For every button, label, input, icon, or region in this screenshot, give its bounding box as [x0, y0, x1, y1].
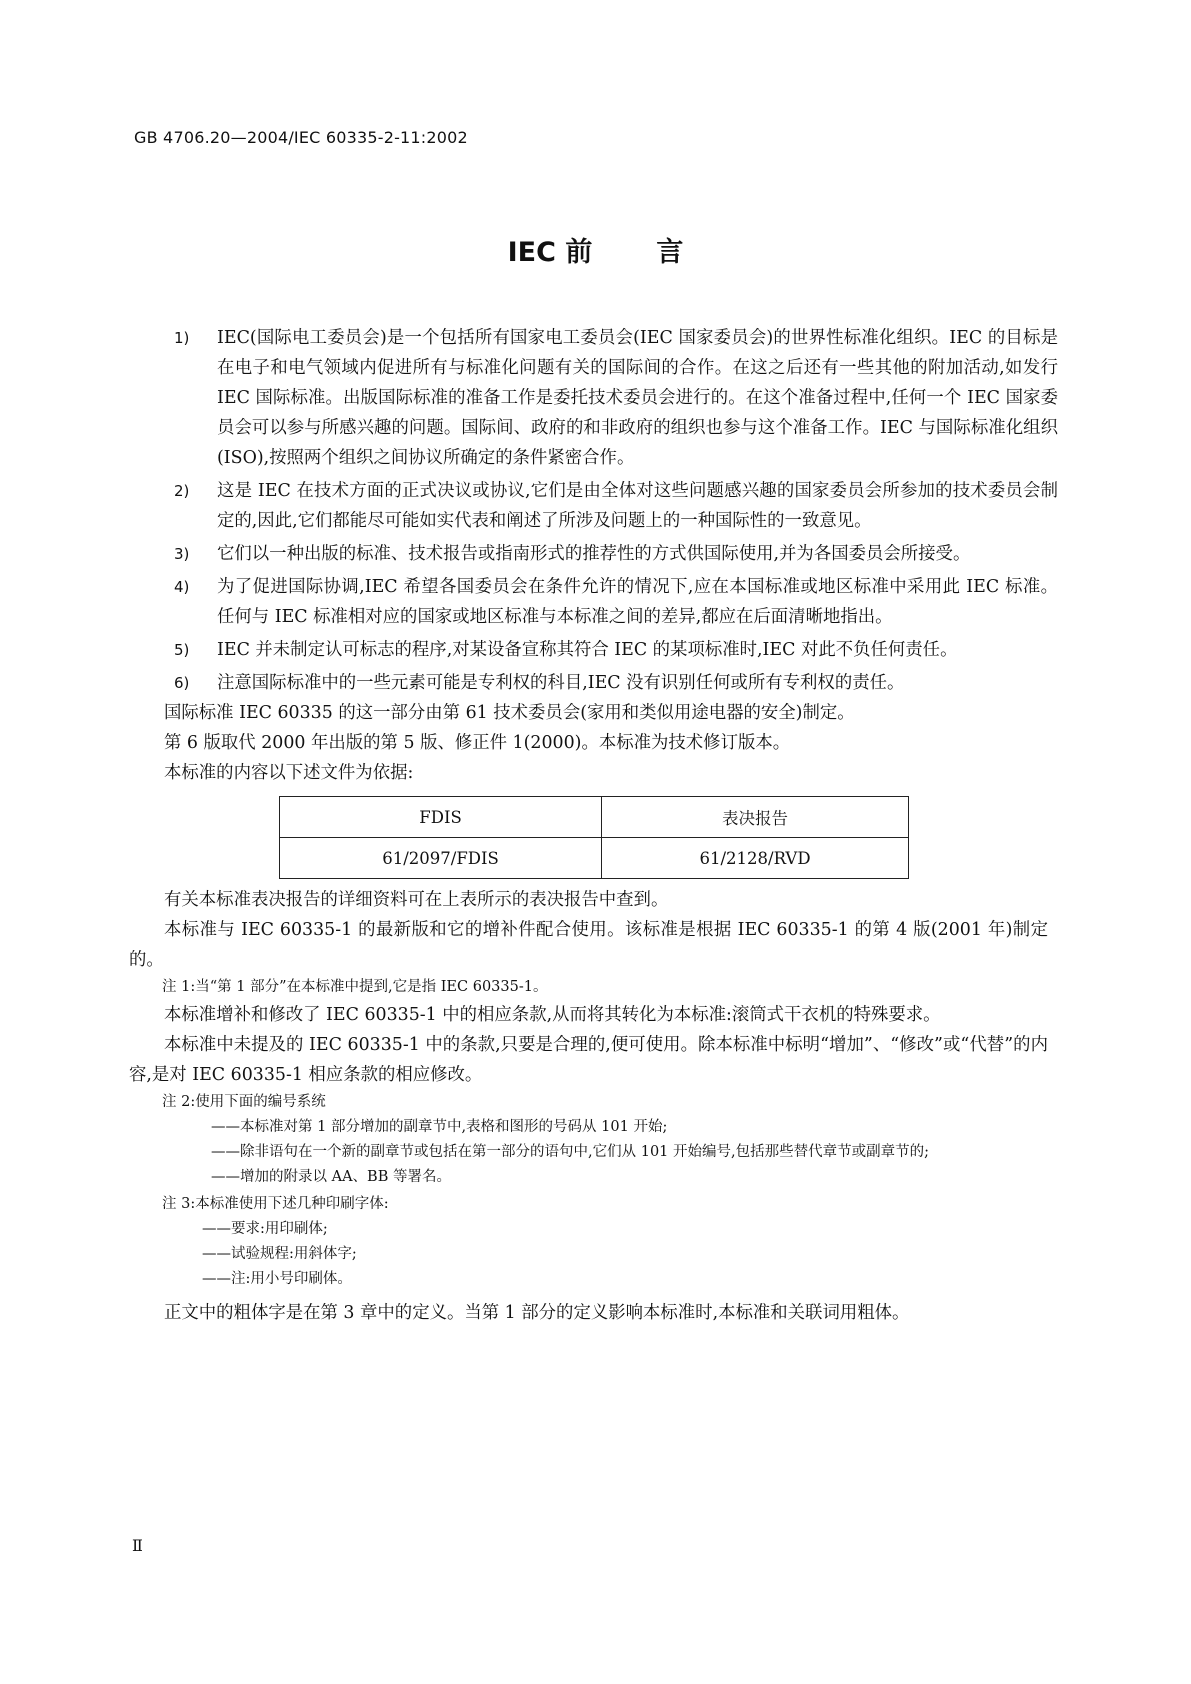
paragraph-clauses: 本标准中未提及的 IEC 60335-1 中的条款,只要是合理的,便可使用。除本标准中标明“增加”、“修改”或“代替”的内容,是对 IEC 60335-1 相应条款的相应修改。 — [129, 1035, 1048, 1085]
list-item-text: 注意国际标准中的一些元素可能是专利权的科目,IEC 没有识别任何或所有专利权的责任。 — [217, 673, 905, 693]
list-item-text: IEC 并未制定认可标志的程序,对某设备宣称其符合 IEC 的某项标准时,IEC 对此不负任何责任。 — [217, 640, 958, 660]
title-part-2: 言 — [656, 237, 684, 268]
table-header-rvd: 表决报告 — [602, 797, 909, 838]
note-2-item: ——增加的附录以 AA、BB 等署名。 — [211, 1169, 451, 1185]
note-1: 注 1:当“第 1 部分”在本标准中提到,它是指 IEC 60335-1。 — [162, 979, 548, 995]
list-item-text: 这是 IEC 在技术方面的正式决议或协议,它们是由全体对这些问题感兴趣的国家委员会所参加的技术委员会制定的,因此,它们都能尽可能如实代表和阐述了所涉及问题上的一种国际性的一致意见。 — [217, 481, 1058, 531]
note-2: 注 2:使用下面的编号系统 — [162, 1094, 326, 1110]
list-item — [174, 572, 1058, 632]
note-3-item: ——试验规程:用斜体字; — [202, 1246, 357, 1262]
list-item-number: 2) — [174, 482, 190, 500]
preface-body — [129, 323, 1058, 1328]
list-item — [174, 323, 1058, 473]
table-cell-rvd: 61/2128/RVD — [602, 838, 909, 879]
note-3-item: ——要求:用印刷体; — [202, 1221, 328, 1237]
list-item-number: 3) — [174, 545, 190, 563]
paragraph-tc61: 国际标准 IEC 60335 的这一部分由第 61 技术委员会(家用和类似用途电器的安全)制定。 — [164, 703, 855, 723]
note-2-item: ——除非语句在一个新的副章节或包括在第一部分的语句中,它们从 101 开始编号,包括那些替代章节或副章节的; — [211, 1144, 929, 1160]
table-header-fdis: FDIS — [280, 797, 602, 838]
note-2-item: ——本标准对第 1 部分增加的副章节中,表格和图形的号码从 101 开始; — [211, 1119, 668, 1135]
table-cell-fdis: 61/2097/FDIS — [280, 838, 602, 879]
list-item-number: 1) — [174, 329, 190, 347]
table-header-row — [280, 797, 909, 838]
voting-table — [279, 796, 909, 879]
list-item-number: 6) — [174, 674, 190, 692]
page-number: Ⅱ — [132, 1536, 143, 1555]
title-part-1: IEC 前 — [507, 237, 593, 268]
list-item — [174, 539, 1058, 569]
note-3: 注 3:本标准使用下述几种印刷字体: — [162, 1196, 389, 1212]
list-item-text: IEC(国际电工委员会)是一个包括所有国家电工委员会(IEC 国家委员会)的世界性标准化组织。IEC 的目标是在电子和电气领域内促进所有与标准化问题有关的国际间的合作。在这之后还有一些其他的附加活动,如发行 IEC 国际标准。出版国际标准的准备工作是委托技术委员会进行的。在这个准备过程中,任何一个 IEC 国家委员会可以参与所感兴趣的问题。国际间、政府的和非政府的组织也参与这个准备工作。IEC 与国际标准化组织(ISO),按照两个组织之间协议所确定的条件紧密合作。 — [217, 328, 1058, 468]
paragraph-bold-terms: 正文中的粗体字是在第 3 章中的定义。当第 1 部分的定义影响本标准时,本标准和关联词用粗体。 — [164, 1303, 910, 1323]
paragraph-documents: 本标准的内容以下述文件为依据: — [164, 763, 414, 783]
list-item-text: 为了促进国际协调,IEC 希望各国委员会在条件允许的情况下,应在本国标准或地区标准中采用此 IEC 标准。任何与 IEC 标准相对应的国家或地区标准与本标准之间的差异,都应在后面清晰地指出。 — [217, 577, 1058, 627]
list-item — [174, 668, 1058, 698]
page-title — [0, 230, 1191, 269]
list-item — [174, 476, 1058, 536]
standard-header: GB 4706.20—2004/IEC 60335-2-11:2002 — [134, 128, 468, 147]
paragraph-usage: 本标准与 IEC 60335-1 的最新版和它的增补件配合使用。该标准是根据 IEC 60335-1 的第 4 版(2001 年)制定的。 — [129, 920, 1048, 970]
list-item-number: 5) — [174, 641, 190, 659]
paragraph-edition: 第 6 版取代 2000 年出版的第 5 版、修正件 1(2000)。本标准为技术修订版本。 — [164, 733, 791, 753]
list-item — [174, 635, 1058, 665]
paragraph-voting-report: 有关本标准表决报告的详细资料可在上表所示的表决报告中查到。 — [164, 890, 669, 910]
list-item-text: 它们以一种出版的标准、技术报告或指南形式的推荐性的方式供国际使用,并为各国委员会所接受。 — [217, 544, 971, 564]
list-item-number: 4) — [174, 578, 190, 596]
table-row — [280, 838, 909, 879]
paragraph-supplement: 本标准增补和修改了 IEC 60335-1 中的相应条款,从而将其转化为本标准:滚筒式干衣机的特殊要求。 — [164, 1005, 941, 1025]
note-3-item: ——注:用小号印刷体。 — [202, 1271, 352, 1287]
